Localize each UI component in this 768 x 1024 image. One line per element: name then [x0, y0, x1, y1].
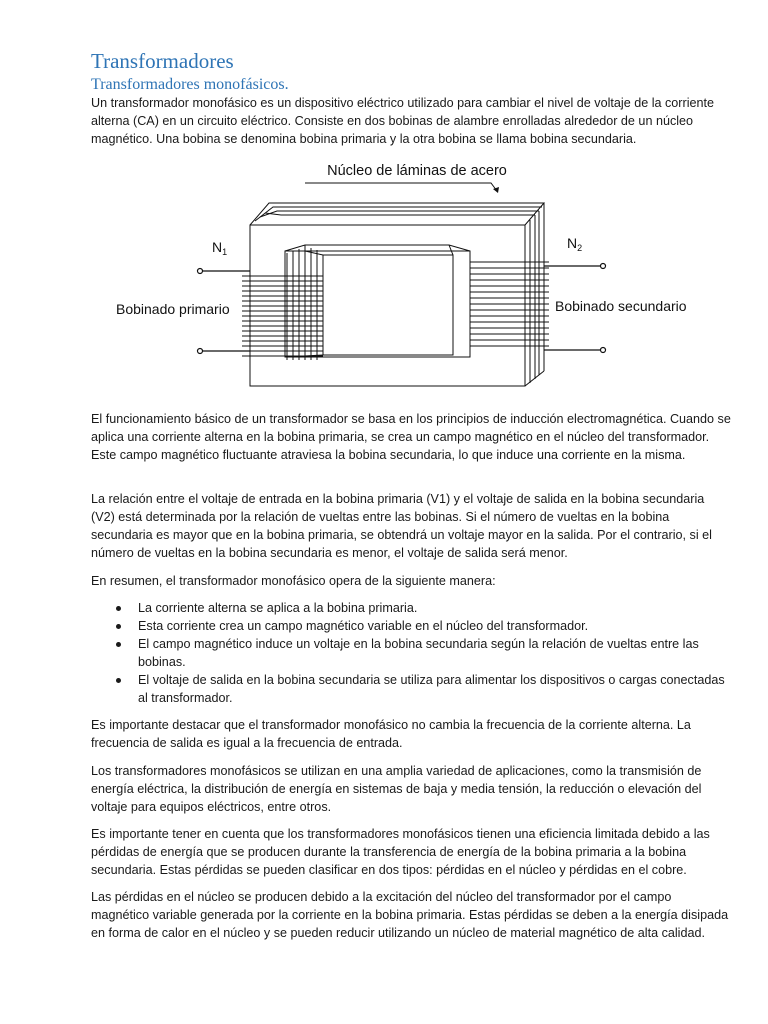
bullet-icon [116, 678, 121, 683]
list-item: La corriente alterna se aplica a la bobina primaria. [91, 599, 731, 617]
page-title: Transformadores [91, 49, 234, 73]
core-label-leader [305, 183, 497, 191]
intro-paragraph: Un transformador monofásico es un dispositivo eléctrico utilizado para cambiar el nivel de voltaje de la corriente alterna (CA) en un circuito eléctrico. Consiste en dos bobinas de alambre enrolladas alrededor de un núcleo magnético. Una bobina se denomina bobina primaria y la otra bobina se llama bobina secundaria. [91, 96, 715, 146]
primary-winding-label: Bobinado primario [116, 301, 230, 317]
n2-label: $N_2$ [567, 235, 583, 253]
section-subtitle: Transformadores monofásicos. [91, 76, 289, 93]
core-label: Núcleo de láminas de acero [327, 163, 507, 179]
bullet-icon [116, 642, 121, 647]
list-item: El voltaje de salida en la bobina secundaria se utiliza para alimentar los dispositivos o cargas conectadas al transformador. [91, 671, 731, 707]
terminal-leads [200, 266, 603, 351]
terminal-icon [601, 348, 606, 353]
body-paragraph: En resumen, el transformador monofásico opera de la siguiente manera: [91, 574, 496, 588]
arrow-head-icon [493, 187, 499, 193]
list-item: Esta corriente crea un campo magnético variable en el núcleo del transformador. [91, 617, 731, 635]
terminal-icon [198, 349, 203, 354]
terminal-icon [198, 269, 203, 274]
body-paragraph: La relación entre el voltaje de entrada en la bobina primaria (V1) y el voltaje de salida en la bobina secundaria (V2) está determinada por la relación de vueltas entre las bobinas. Si el número de vueltas en la bobina secundaria es mayor que en la bobina primaria, se obtendrá un voltaje mayor en la salida. Por el contrario, si el número de vueltas en la bobina secundaria es menor, el voltaje de salida será menor. [91, 492, 712, 560]
body-paragraph: Es importante tener en cuenta que los transformadores monofásicos tienen una eficiencia limitada debido a las pérdidas de energía que se producen durante la transferencia de energía de la bobina primaria a la bobina secundaria. Estas pérdidas se pueden clasificar en dos tipos: pérdidas en el núcleo y pérdidas en el cobre. [91, 827, 710, 877]
body-paragraph: Las pérdidas en el núcleo se producen debido a la excitación del núcleo del transformador por el campo magnético variable generada por la corriente en la bobina primaria. Estas pérdidas se deben a la energía disipada en forma de calor en el núcleo y se pueden reducir utilizando un núcleo de material magnético de alta calidad. [91, 890, 729, 940]
secondary-winding [470, 262, 549, 346]
list-item: El campo magnético induce un voltaje en la bobina secundaria según la relación de vueltas entre las bobinas. [91, 635, 731, 671]
secondary-winding-label: Bobinado secundario [555, 298, 687, 314]
body-paragraph: El funcionamiento básico de un transformador se basa en los principios de inducción electromagnética. Cuando se aplica una corriente alterna en la bobina primaria, se crea un campo magnético en el núcleo del transformador. Este campo magnético fluctuante atraviesa la bobina secundaria, lo que induce una corriente en la misma. [91, 412, 731, 462]
transformer-diagram [105, 155, 687, 390]
steel-core [250, 203, 544, 386]
body-paragraph: Es importante destacar que el transformador monofásico no cambia la frecuencia de la corriente alterna. La frecuencia de salida es igual a la frecuencia de entrada. [91, 718, 691, 750]
bullet-list [91, 599, 731, 707]
terminal-icon [601, 264, 606, 269]
body-paragraph: Los transformadores monofásicos se utilizan en una amplia variedad de aplicaciones, como la transmisión de energía eléctrica, la distribución de energía en sistemas de baja y media tensión, la reducción o elevación del voltaje para equipos eléctricos, entre otros. [91, 764, 702, 814]
n1-label: $N_1$ [212, 239, 228, 257]
bullet-icon [116, 624, 121, 629]
primary-winding [242, 247, 323, 360]
bullet-icon [116, 606, 121, 611]
